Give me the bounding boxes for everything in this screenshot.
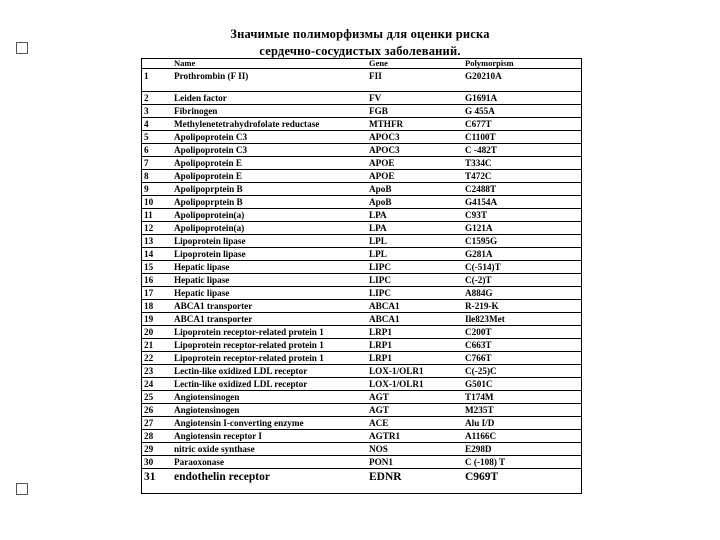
cell-name: Methylenetetrahydrofolate reductase xyxy=(171,118,366,131)
cell-name: Hepatic lipase xyxy=(171,261,366,274)
cell-number: 13 xyxy=(141,235,171,248)
cell-number: 17 xyxy=(141,287,171,300)
cell-gene: ABCA1 xyxy=(366,300,462,313)
cell-gene: LIPC xyxy=(366,261,462,274)
polymorphism-table xyxy=(141,58,582,485)
cell-gene: APOE xyxy=(366,170,462,183)
cell-name: Apolipoprotein(a) xyxy=(171,222,366,235)
cell-number: 22 xyxy=(141,352,171,365)
table-row xyxy=(141,131,582,144)
cell-polymorphism: G121A xyxy=(462,222,582,235)
table-row xyxy=(141,183,582,196)
table-row xyxy=(141,209,582,222)
cell-number: 18 xyxy=(141,300,171,313)
cell-name: ABCA1 transporter xyxy=(171,313,366,326)
cell-polymorphism: C677T xyxy=(462,118,582,131)
cell-name: Angiotensinogen xyxy=(171,404,366,417)
cell-number: 27 xyxy=(141,417,171,430)
cell-polymorphism: T472C xyxy=(462,170,582,183)
cell-number: 1 xyxy=(141,69,171,92)
cell-polymorphism: C (-108) T xyxy=(462,456,582,469)
cell-name: endothelin receptor xyxy=(174,471,270,483)
cell-number: 21 xyxy=(141,339,171,352)
cell-gene: LPA xyxy=(366,209,462,222)
cell-polymorphism: T334C xyxy=(462,157,582,170)
cell-polymorphism: G4154A xyxy=(462,196,582,209)
cell-name: Apolipoprotein(a) xyxy=(171,209,366,222)
cell-number: 19 xyxy=(141,313,171,326)
cell-polymorphism: C1595G xyxy=(462,235,582,248)
table-row xyxy=(141,196,582,209)
cell-polymorphism: G20210A xyxy=(462,69,582,92)
cell-polymorphism: T174M xyxy=(462,391,582,404)
cell-gene: LPL xyxy=(366,235,462,248)
cell-name: Lectin-like oxidized LDL receptor xyxy=(171,365,366,378)
cell-number: 25 xyxy=(141,391,171,404)
table-row xyxy=(141,144,582,157)
cell-polymorphism: C93T xyxy=(462,209,582,222)
table-row xyxy=(141,274,582,287)
table-row xyxy=(141,157,582,170)
cell-polymorphism: G281A xyxy=(462,248,582,261)
cell-number: 7 xyxy=(141,157,171,170)
cell-number: 31 xyxy=(144,471,156,483)
cell-gene: LIPC xyxy=(366,274,462,287)
table-row xyxy=(141,443,582,456)
cell-name: Hepatic lipase xyxy=(171,274,366,287)
cell-polymorphism: Ile823Met xyxy=(462,313,582,326)
cell-polymorphism: R-219-K xyxy=(462,300,582,313)
cell-gene: LRP1 xyxy=(366,326,462,339)
cell-name: Hepatic lipase xyxy=(171,287,366,300)
cell-name: Apolipoprotein C3 xyxy=(171,131,366,144)
cell-polymorphism: A1166C xyxy=(462,430,582,443)
cell-name: Lipoprotein receptor-related protein 1 xyxy=(171,326,366,339)
cell-polymorphism: C200T xyxy=(462,326,582,339)
cell-polymorphism: G1691A xyxy=(462,92,582,105)
cell-polymorphism: C2488T xyxy=(462,183,582,196)
cell-name: Angiotensin I-converting enzyme xyxy=(171,417,366,430)
cell-number: 12 xyxy=(141,222,171,235)
cell-polymorphism: A884G xyxy=(462,287,582,300)
cell-number: 5 xyxy=(141,131,171,144)
cell-gene: FII xyxy=(366,69,462,92)
table-row xyxy=(141,261,582,274)
cell-gene: LOX-1/OLR1 xyxy=(366,378,462,391)
cell-name: Apolipoprotein C3 xyxy=(171,144,366,157)
cell-polymorphism: C969T xyxy=(465,471,499,483)
cell-number: 8 xyxy=(141,170,171,183)
table-header-row xyxy=(141,58,582,69)
header-gene: Gene xyxy=(366,58,462,69)
cell-number: 26 xyxy=(141,404,171,417)
header-number xyxy=(141,58,171,69)
cell-polymorphism: C(-25)C xyxy=(462,365,582,378)
bullet-icon xyxy=(16,483,28,495)
table-row xyxy=(141,430,582,443)
cell-gene: LOX-1/OLR1 xyxy=(366,365,462,378)
cell-gene: NOS xyxy=(366,443,462,456)
title-line-1: Значимые полиморфизмы для оценки риска xyxy=(230,27,490,41)
cell-name: Lipoprotein receptor-related protein 1 xyxy=(171,339,366,352)
cell-number: 3 xyxy=(141,105,171,118)
table-row xyxy=(141,391,582,404)
table-row xyxy=(141,222,582,235)
cell-name: Lipoprotein lipase xyxy=(171,235,366,248)
cell-name: Fibrinogen xyxy=(171,105,366,118)
cell-gene: LPA xyxy=(366,222,462,235)
table-row xyxy=(141,287,582,300)
table-row xyxy=(141,248,582,261)
cell-gene: FGB xyxy=(366,105,462,118)
table-row xyxy=(141,456,582,469)
cell-name: Apolipoprotein E xyxy=(171,157,366,170)
cell-name: Angiotensin receptor I xyxy=(171,430,366,443)
cell-gene: FV xyxy=(366,92,462,105)
header-name: Name xyxy=(171,58,366,69)
cell-number: 10 xyxy=(141,196,171,209)
cell-polymorphism: C663T xyxy=(462,339,582,352)
cell-polymorphism: C766T xyxy=(462,352,582,365)
cell-polymorphism: G 455A xyxy=(462,105,582,118)
cell-gene: ApoB xyxy=(366,183,462,196)
cell-number: 24 xyxy=(141,378,171,391)
cell-number: 15 xyxy=(141,261,171,274)
cell-polymorphism: C1100T xyxy=(462,131,582,144)
cell-name: Leiden factor xyxy=(171,92,366,105)
cell-gene: LRP1 xyxy=(366,339,462,352)
cell-number: 14 xyxy=(141,248,171,261)
cell-gene: AGT xyxy=(366,391,462,404)
cell-name: ABCA1 transporter xyxy=(171,300,366,313)
table-row xyxy=(141,469,582,486)
cell-gene: EDNR xyxy=(369,471,402,483)
table-body xyxy=(141,69,582,486)
cell-name: Lectin-like oxidized LDL receptor xyxy=(171,378,366,391)
cell-polymorphism: Alu I/D xyxy=(462,417,582,430)
cell-gene: PON1 xyxy=(366,456,462,469)
header-polymorphism: Polymorpism xyxy=(462,58,582,69)
cell-gene: LRP1 xyxy=(366,352,462,365)
cell-polymorphism: E298D xyxy=(462,443,582,456)
cell-number: 9 xyxy=(141,183,171,196)
title-line-2: сердечно-сосудистых заболеваний. xyxy=(259,44,461,58)
cell-number: 6 xyxy=(141,144,171,157)
cell-name: Prothrombin (F II) xyxy=(171,69,366,92)
cell-number: 20 xyxy=(141,326,171,339)
cell-gene: LIPC xyxy=(366,287,462,300)
cell-number: 28 xyxy=(141,430,171,443)
cell-polymorphism: C -482T xyxy=(462,144,582,157)
cell-name: Apolipoprptein B xyxy=(171,196,366,209)
cell-number: 2 xyxy=(141,92,171,105)
table-row xyxy=(141,352,582,365)
cell-number: 30 xyxy=(141,456,171,469)
table-row xyxy=(141,378,582,391)
table-row xyxy=(141,417,582,430)
cell-gene: APOE xyxy=(366,157,462,170)
table-row xyxy=(141,365,582,378)
table-row xyxy=(141,404,582,417)
cell-gene: ACE xyxy=(366,417,462,430)
cell-number: 16 xyxy=(141,274,171,287)
cell-name: Paraoxonase xyxy=(171,456,366,469)
cell-gene: APOC3 xyxy=(366,131,462,144)
cell-name: Apolipoprptein B xyxy=(171,183,366,196)
table-row xyxy=(141,235,582,248)
cell-name: Apolipoprotein E xyxy=(171,170,366,183)
cell-name: Lipoprotein receptor-related protein 1 xyxy=(171,352,366,365)
cell-gene: APOC3 xyxy=(366,144,462,157)
table-row xyxy=(141,170,582,183)
cell-gene: MTHFR xyxy=(366,118,462,131)
cell-gene: AGT xyxy=(366,404,462,417)
table-row xyxy=(141,118,582,131)
cell-polymorphism: C(-514)T xyxy=(462,261,582,274)
table-row xyxy=(141,92,582,105)
cell-polymorphism: M235T xyxy=(462,404,582,417)
cell-polymorphism: C(-2)T xyxy=(462,274,582,287)
cell-gene: ApoB xyxy=(366,196,462,209)
page-title xyxy=(0,26,720,60)
table-row xyxy=(141,300,582,313)
cell-name: Lipoprotein lipase xyxy=(171,248,366,261)
cell-gene: ABCA1 xyxy=(366,313,462,326)
table-row xyxy=(141,313,582,326)
cell-number: 4 xyxy=(141,118,171,131)
cell-name: Angiotensinogen xyxy=(171,391,366,404)
cell-gene: AGTR1 xyxy=(366,430,462,443)
table-row xyxy=(141,339,582,352)
cell-number: 11 xyxy=(141,209,171,222)
table-row xyxy=(141,326,582,339)
cell-gene: LPL xyxy=(366,248,462,261)
cell-name: nitric oxide synthase xyxy=(171,443,366,456)
cell-number: 23 xyxy=(141,365,171,378)
table-row xyxy=(141,69,582,92)
cell-number: 29 xyxy=(141,443,171,456)
table-row xyxy=(141,105,582,118)
cell-polymorphism: G501C xyxy=(462,378,582,391)
